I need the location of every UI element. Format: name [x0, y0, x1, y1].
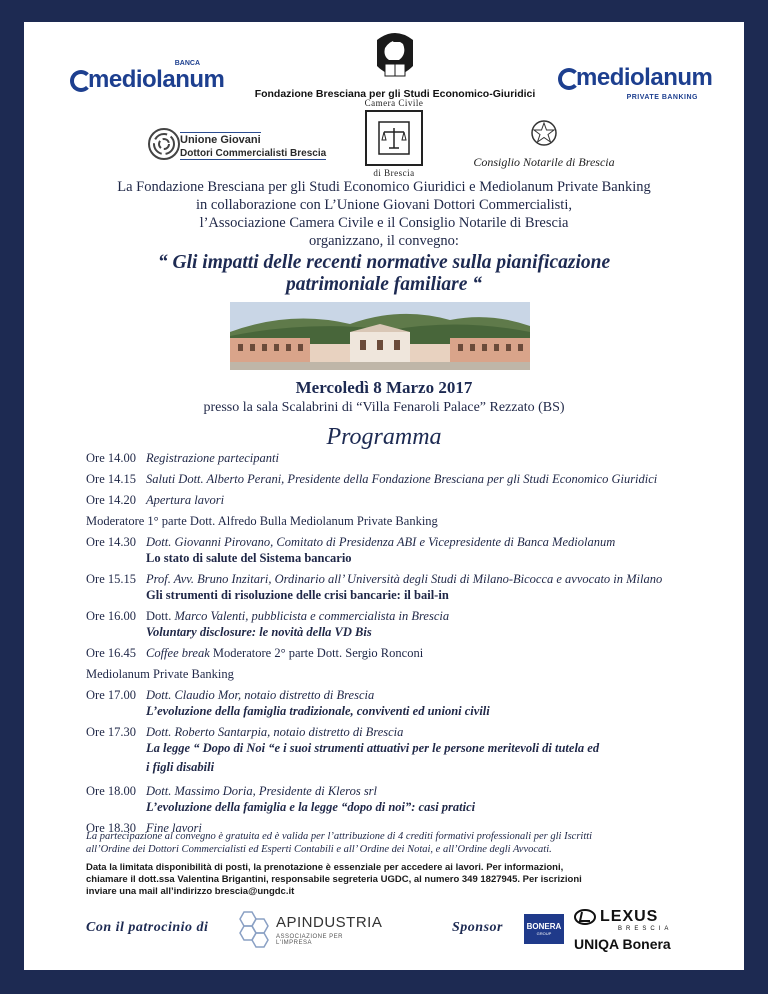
program-time: Ore 14.30 [86, 535, 136, 549]
patronage-label: Con il patrocinio di [86, 920, 209, 935]
program-talk-title: Lo stato di salute del Sistema bancario [146, 551, 352, 565]
banca-mediolanum-logo [70, 60, 225, 100]
fondazione-name: Fondazione Bresciana per gli Studi Economico-Giuridici [254, 88, 536, 100]
camera-civile-bottom: di Brescia [373, 168, 415, 178]
program-description: Prof. Avv. Bruno Inzitari, Ordinario all’ Università degli Studi di Milano-Bicocca e avvocato in Milano [146, 572, 663, 586]
private-banking-logo [558, 62, 713, 106]
lexus-uniqa-logo [574, 908, 684, 956]
apindustria-name: APINDUSTRIA [276, 914, 383, 931]
program-item [86, 783, 726, 815]
program-description: Fine lavori [146, 821, 202, 835]
apindustria-tagline: ASSOCIAZIONE PER L'IMPRESA [276, 934, 344, 946]
intro-paragraph [24, 178, 744, 250]
program-time: Ore 17.00 [86, 688, 136, 702]
labyrinth-icon [146, 126, 182, 162]
program-description: Coffee break [146, 646, 210, 660]
info-line: Data la limitata disponibilità di posti, la prenotazione è essenziale per accedere ai lavori. Per informazioni, [86, 862, 564, 873]
program-talk-title: L’evoluzione della famiglia tradizionale, conviventi ed unioni civili [146, 704, 490, 718]
apindustria-logo [230, 908, 383, 952]
credits-note [86, 830, 726, 856]
lexus-emblem-icon [574, 909, 596, 925]
note-line: La partecipazione al convegno è gratuita ed è valida per l’attribuzione di 4 crediti formativi professionali per gli Iscritti [86, 831, 593, 842]
italian-emblem-icon [529, 118, 559, 148]
program-list [86, 450, 726, 841]
bonera-name: BONERA [526, 922, 562, 931]
ugdc-logo [146, 126, 346, 166]
camera-civile-logo [344, 98, 444, 186]
ugdc-name-line1: Unione Giovani [180, 134, 261, 146]
uniqa-bonera-name: UNIQA Bonera [574, 936, 671, 952]
program-talk-title: L’evoluzione della famiglia e la legge “dopo di noi”: casi pratici [146, 800, 476, 814]
program-time: Ore 18.00 [86, 784, 136, 798]
program-item [86, 687, 726, 719]
program-description: Dott. Massimo Doria, Presidente di Kleros srl [146, 784, 378, 798]
intro-line: l’Associazione Camera Civile e il Consiglio Notarile di Brescia [199, 215, 569, 231]
program-item [86, 571, 726, 603]
lexus-name: LEXUS [600, 908, 659, 925]
moderator-line: Moderatore 1° parte Dott. Alfredo Bulla Mediolanum Private Banking [86, 514, 438, 528]
info-line: inviare una mail all’indirizzo brescia@ungdc.it [86, 886, 295, 897]
intro-line: La Fondazione Bresciana per gli Studi Economico Giuridici e Mediolanum Private Banking [117, 179, 651, 195]
program-time: Ore 16.45 [86, 646, 136, 660]
program-talk-title: Voluntary disclosure: le novità della VD Bis [146, 625, 372, 639]
program-item [86, 724, 726, 778]
banca-label: BANCA [174, 60, 200, 67]
consiglio-notarile-name: Consiglio Notarile di Brescia [473, 155, 615, 169]
ugdc-name-line2: Dottori Commercialisti Brescia [180, 148, 327, 159]
private-mediolanum-word: mediolanum [576, 64, 713, 91]
program-time: Ore 16.00 [86, 609, 136, 623]
intro-line: in collaborazione con L’Unione Giovani Dottori Commercialisti, [196, 197, 572, 213]
private-banking-label: PRIVATE BANKING [626, 94, 698, 101]
program-item [86, 608, 726, 640]
sponsor-label: Sponsor [452, 920, 503, 935]
program-heading: Programma [326, 424, 442, 450]
flyer-sheet [24, 22, 744, 970]
program-talk-title: Gli strumenti di risoluzione delle crisi bancarie: il bail-in [146, 588, 449, 602]
villa-fenaroli-photo [230, 302, 530, 370]
info-line: chiamare il dott.ssa Valentina Brigantini, responsabile segreteria UGDC, al numero 349 1827945. Per iscrizioni [86, 874, 582, 885]
program-description: Dott. Roberto Santarpia, notaio distretto di Brescia [146, 725, 404, 739]
bonera-group-logo [524, 914, 564, 944]
note-line: all’Ordine dei Dottori Commercialisti ed Esperti Contabili e all’ Ordine dei Notai, e all’Ordine degli Avvocati. [86, 844, 552, 855]
scales-icon [365, 110, 423, 166]
program-time: Ore 17.30 [86, 725, 136, 739]
moderator-line: Mediolanum Private Banking [86, 667, 234, 681]
program-time: Ore 14.20 [86, 493, 136, 507]
fondazione-logo [250, 26, 540, 108]
program-item [86, 492, 726, 508]
program-item [86, 645, 726, 661]
intro-line: organizzano, il convegno: [309, 233, 459, 249]
lexus-city: BRESCIA [618, 926, 673, 932]
program-time: Ore 18.30 [86, 821, 136, 835]
event-date: Mercoledì 8 Marzo 2017 [295, 378, 473, 397]
program-time: Ore 15.15 [86, 572, 136, 586]
hexagon-cluster-icon [230, 908, 274, 952]
program-talk-title-cont: i figli disabili [146, 760, 215, 774]
program-item [86, 450, 726, 466]
banca-mediolanum-word: mediolanum [88, 66, 225, 93]
program-item [86, 471, 726, 487]
program-talk-title: La legge “ Dopo di Noi “e i suoi strumenti attuativi per le persone meritevoli di tutela ed [146, 741, 600, 755]
title-line: “ Gli impatti delle recenti normative sulla pianificazione [157, 252, 611, 273]
program-description: Marco Valenti, pubblicista e commercialista in Brescia [174, 609, 450, 623]
program-item [86, 534, 726, 566]
program-description: Dott. Claudio Mor, notaio distretto di Brescia [146, 688, 375, 702]
program-prefix: Dott. [146, 609, 175, 623]
rooster-crest-icon [371, 26, 419, 84]
program-description: Dott. Giovanni Pirovano, Comitato di Presidenza ABI e Vicepresidente di Banca Mediolanum [146, 535, 616, 549]
program-time: Ore 14.15 [86, 472, 136, 486]
consiglio-notarile-logo [464, 118, 624, 178]
registration-info [86, 862, 726, 898]
event-venue: presso la sala Scalabrini di “Villa Fenaroli Palace” Rezzato (BS) [203, 400, 565, 415]
program-moderator: Moderatore 2° parte Dott. Sergio Ronconi [209, 646, 424, 660]
program-description: Registrazione partecipanti [146, 451, 279, 465]
title-line: patrimoniale familiare “ [285, 274, 483, 295]
program-description: Apertura lavori [146, 493, 225, 507]
camera-civile-top: Camera Civile [364, 98, 424, 108]
program-time: Ore 14.00 [86, 451, 136, 465]
conference-title [24, 252, 744, 296]
program-description: Saluti Dott. Alberto Perani, Presidente della Fondazione Bresciana per gli Studi Economico Giuridici [146, 472, 658, 486]
bonera-sub: GROUP [536, 931, 552, 936]
